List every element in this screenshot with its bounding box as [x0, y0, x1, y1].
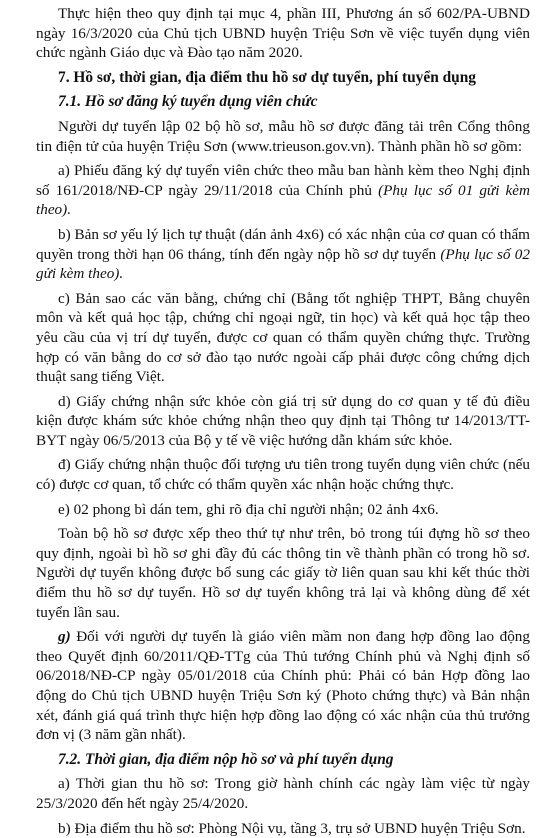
- item-b: [36, 225, 530, 284]
- section-7-1-heading: 7.1. Hồ sơ đăng ký tuyển dụng viên chức: [58, 93, 318, 111]
- lead-paragraph: Người dự tuyển lập 02 bộ hồ sơ, mẫu hồ sơ được đăng tải trên Cổng thông tin điện tử của huyện Triệu Sơn (www.trieuson.gov.vn). Thành phần hồ sơ gồm:: [36, 117, 530, 155]
- item-dd: đ) Giấy chứng nhận thuộc đối tượng ưu tiên trong tuyển dụng viên chức (nếu có) được cơ quan, tổ chức có thẩm quyền xác nhận hoặc chứng thực.: [36, 456, 530, 494]
- item-g-text: Đối với người dự tuyển là giáo viên mầm non đang hợp đồng lao động theo Quyết định 60/2011/QĐ-TTg của Thủ tướng Chính phủ và Nghị định số 06/2018/NĐ-CP ngày 05/01/2018 của Chính phủ: Phải có bản Hợp đồng lao động do Chủ tịch UBND huyện Triệu Sơn ký (Photo chứng thực) và Bản nhận xét, đánh giá quá trình thực hiện hợp đồng lao động có xác nhận của thủ trưởng đơn vị (3 năm gần nhất).: [36, 628, 530, 744]
- item-a: [36, 161, 530, 220]
- intro-paragraph: Thực hiện theo quy định tại mục 4, phần III, Phương án số 602/PA-UBND ngày 16/3/2020 của Chủ tịch UBND huyện Triệu Sơn về việc tuyển dụng viên chức ngành Giáo dục và Đào tạo năm 2020.: [36, 5, 530, 62]
- item-b-text: b) Bản sơ yếu lý lịch tự thuật (dán ảnh 4x6) có xác nhận của cơ quan có thẩm quyền trong thời hạn 06 tháng, tính đến ngày nộp hồ sơ dự tuyển: [36, 225, 530, 263]
- item-72-b: b) Địa điểm thu hồ sơ: Phòng Nội vụ, tầng 3, trụ sở UBND huyện Triệu Sơn.: [58, 819, 526, 837]
- item-72-a: a) Thời gian thu hồ sơ: Trong giờ hành chính các ngày làm việc từ ngày 25/3/2020 đến hết ngày 25/4/2020.: [36, 775, 530, 812]
- item-b-note: (Phụ lục số 02 gửi kèm theo).: [36, 245, 530, 283]
- item-e: e) 02 phong bì dán tem, ghi rõ địa chỉ người nhận; 02 ảnh 4x6.: [58, 500, 439, 518]
- section-7-heading: 7. Hồ sơ, thời gian, địa điểm thu hồ sơ dự tuyển, phí tuyển dụng: [58, 68, 476, 86]
- item-c: c) Bản sao các văn bằng, chứng chỉ (Bằng tốt nghiệp THPT, Bằng chuyên môn và kết quả học tập, chứng chỉ ngoại ngữ, tin học) và kết quả học tập theo yêu cầu của vị trí dự tuyển, được cơ quan có thẩm quyền chứng thực. Trường hợp có văn bằng do cơ sở đào tạo nước ngoài cấp phải được công chứng dịch thuật sang tiếng Việt.: [36, 289, 530, 386]
- item-a-note: (Phụ lục số 01 gửi kèm theo).: [36, 181, 530, 219]
- item-d: d) Giấy chứng nhận sức khỏe còn giá trị sử dụng do cơ quan y tế đủ điều kiện được khám sức khỏe chứng nhận theo quy định tại Thông tư 14/2013/TT-BYT ngày 06/5/2013 của Bộ y tế về việc hướng dẫn khám sức khỏe.: [36, 392, 530, 449]
- item-g-label: g): [58, 628, 71, 646]
- item-a-text: a) Phiếu đăng ký dự tuyển viên chức theo mẫu ban hành kèm theo Nghị định số 161/2018/NĐ-CP ngày 29/11/2018 của Chính phủ: [36, 162, 530, 199]
- item-g: [36, 627, 530, 745]
- section-7-2-heading: 7.2. Thời gian, địa điểm nộp hồ sơ và phí tuyển dụng: [58, 750, 394, 768]
- order-paragraph: Toàn bộ hồ sơ được xếp theo thứ tự như trên, bỏ trong túi đựng hồ sơ theo quy định, ngoài bì hồ sơ ghi đầy đủ các thông tin về thành phần có trong hồ sơ. Người dự tuyển không được bổ sung các giấy tờ liên quan sau khi kết thúc thời điểm thu hồ sơ dự tuyển. Hồ sơ dự tuyển không trả lại và không dùng để xét tuyển lần sau.: [36, 525, 530, 621]
